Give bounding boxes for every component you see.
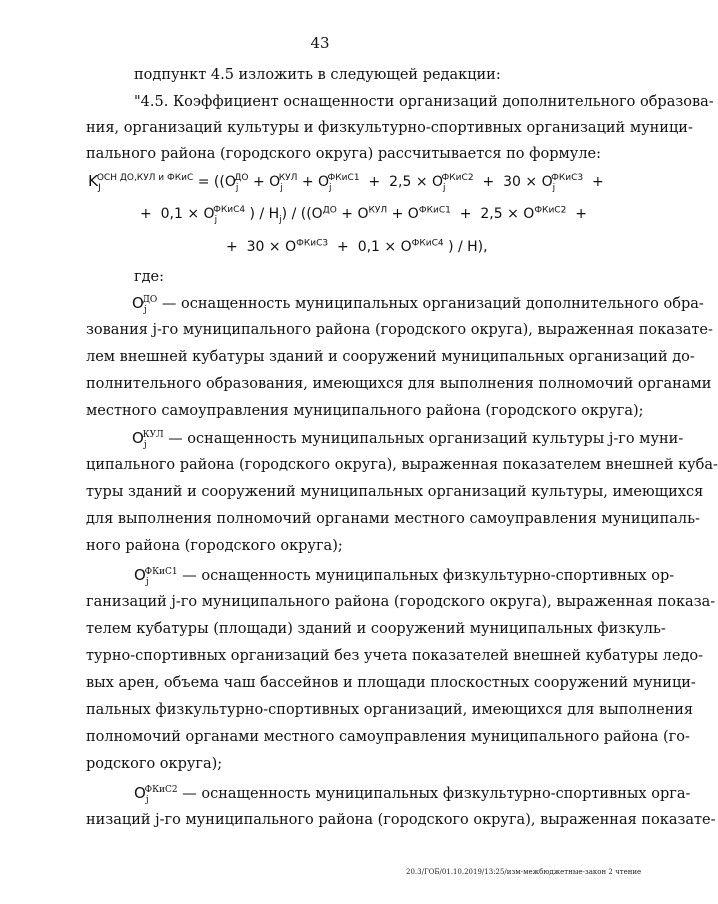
o-symbol: O [407,206,419,222]
j-sub: j [280,182,283,193]
intro-line: подпункт 4.5 изложить в следующей редакции: [134,67,501,83]
o-symbol: O [134,784,146,802]
o-symbol: O [541,174,553,190]
coef-0-1: 0,1 [160,206,183,222]
k-sup: ОСН ДО,КУЛ и ФКиС [96,173,194,184]
o-symbol: O [285,239,297,255]
sup-kul: КУЛ [368,205,388,216]
def-text: — оснащенность муниципальных физкультурно-спортивных ор- [182,568,675,584]
page-number: 43 [310,34,330,52]
plus-sign: + [337,239,349,255]
times-sign: × [525,174,538,190]
k-symbol: K [88,172,99,190]
coef-30: 30 [246,239,265,255]
def-text: — оснащенность муниципальных организаций дополнительного обра- [161,296,704,312]
sup-fkis1: ФКиС1 [418,205,451,216]
formula-line-3 [226,238,488,256]
heading-line-1: "4.5. Коэффициент оснащенности организаций дополнительного образова- [134,94,714,110]
o-symbol: O [132,294,144,312]
formula-line-2 [140,205,587,223]
times-sign: × [415,174,428,190]
k-sub: J [98,182,101,193]
plus-sign: + [252,174,265,190]
definition-do-line-4: полнительного образования, имеющихся для выполнения полномочий органами [86,376,712,392]
sup-fkis2: ФКиС2 [534,205,567,216]
definition-fkis2-line-1 [134,784,691,805]
definition-fkis2-line-2: низаций j-го муниципального района (городского округа), выраженная показате- [86,812,716,828]
sup-fkis4: ФКиС4 [411,238,444,249]
definition-do-line-3: лем внешней кубатуры зданий и сооружений муниципальных организаций до- [86,349,695,365]
def-text: — оснащенность муниципальных организаций культуры j-го муни- [168,431,684,447]
times-sign: × [187,206,200,222]
j-sub: j [329,182,332,193]
sup-fkis3: ФКиС3 [551,173,584,184]
o-symbol: O [269,174,281,190]
times-sign: × [384,239,397,255]
definition-fkis1-line-8: родского округа); [86,756,223,772]
def-sup: КУЛ [142,430,164,441]
plus-sign: + [368,174,381,190]
sup-fkis3: ФКиС3 [296,238,329,249]
sup-fkis1: ФКиС1 [327,173,360,184]
coef-2-5: 2,5 [480,206,503,222]
o-symbol: O [357,206,369,222]
definition-kul-line-4: для выполнения полномочий органами местного самоуправления муниципаль- [86,511,700,527]
j-sub: j [143,439,147,450]
formula-line-1 [88,172,604,191]
plus-sign: + [301,174,314,190]
definition-kul-line-5: ного района (городского округа); [86,538,343,554]
o-symbol: O [318,174,330,190]
plus-sign: + [226,239,238,255]
sup-fkis4: ФКиС4 [213,205,246,216]
footer-code: 20.3/ГОБ/01.10.2019/13:25/изм-межбюджетные-закон 2 чтение [406,868,642,876]
definition-fkis1-line-4: турно-спортивных организаций без учета показателей внешней кубатуры ледо- [86,648,704,664]
j-sub: j [145,794,149,805]
plus-sign: + [459,206,472,222]
o-symbol: O [400,239,412,255]
j-sub: j [443,182,446,193]
plus-sign: + [140,206,152,222]
formula-open: = ((O [197,174,236,190]
definition-do-line-2: зования j-го муниципального района (городского округа), выраженная показате- [86,322,713,338]
definition-do-line-1 [132,294,704,315]
times-sign: × [507,206,519,222]
sup-kul: КУЛ [278,173,298,184]
def-sup: ФКиС2 [144,785,178,796]
definition-fkis1-line-5: вых арен, объема чаш бассейнов и площади плоскостных сооружений муници- [86,675,696,691]
formula-end: ) / H), [448,239,488,255]
j-sub: j [145,576,149,587]
h-sub: j [279,214,282,225]
def-sup: ФКиС1 [144,567,178,578]
plus-sign: + [341,206,354,222]
definition-kul-line-3: туры зданий и сооружений муниципальных организаций культуры, имеющихся [86,484,704,500]
sup-fkis2: ФКиС2 [441,173,474,184]
o-symbol: O [134,566,146,584]
sup-do: ДО [234,173,249,184]
coef-30: 30 [503,174,521,190]
definition-fkis1-line-1 [134,566,675,587]
definition-fkis1-line-3: телем кубатуры (площади) зданий и сооружений муниципальных физкуль- [86,621,666,637]
div-h: ) / H [249,206,280,222]
o-symbol: O [132,429,144,447]
o-symbol: O [523,206,535,222]
j-sub: j [143,304,147,315]
plus-sign: + [391,206,404,222]
o-symbol: O [432,174,444,190]
sup-do: ДО [322,205,337,216]
j-sub: j [552,182,556,193]
definition-kul-line-1 [132,429,684,450]
o-symbol: O [203,206,215,222]
heading-line-2: ния, организаций культуры и физкультурно-спортивных организаций муници- [86,120,693,136]
coef-0-1: 0,1 [357,239,380,255]
plus-sign: + [482,174,495,190]
definition-kul-line-2: ципального района (городского округа), выраженная показателем внешней куба- [86,457,718,473]
coef-2-5: 2,5 [389,174,412,190]
def-text: — оснащенность муниципальных физкультурно-спортивных орга- [182,786,691,802]
plus-sign: + [575,206,587,222]
def-sup: ДО [142,295,158,306]
where-label: где: [134,269,164,285]
definition-fkis1-line-6: пальных физкультурно-спортивных организаций, имеющихся для выполнения [86,702,694,718]
j-sub: j [235,182,239,193]
heading-line-3: пального района (городского округа) рассчитывается по формуле: [86,146,601,162]
definition-do-line-5: местного самоуправления муниципального района (городского округа); [86,403,644,419]
plus-sign: + [592,174,604,190]
definition-fkis1-line-2: ганизаций j-го муниципального района (городского округа), выраженная показа- [86,594,716,610]
times-sign: × [268,239,281,255]
formula-mid: ) / ((O [281,206,323,222]
definition-fkis1-line-7: полномочий органами местного самоуправления муниципального района (го- [86,729,690,745]
j-sub: j [214,214,218,225]
